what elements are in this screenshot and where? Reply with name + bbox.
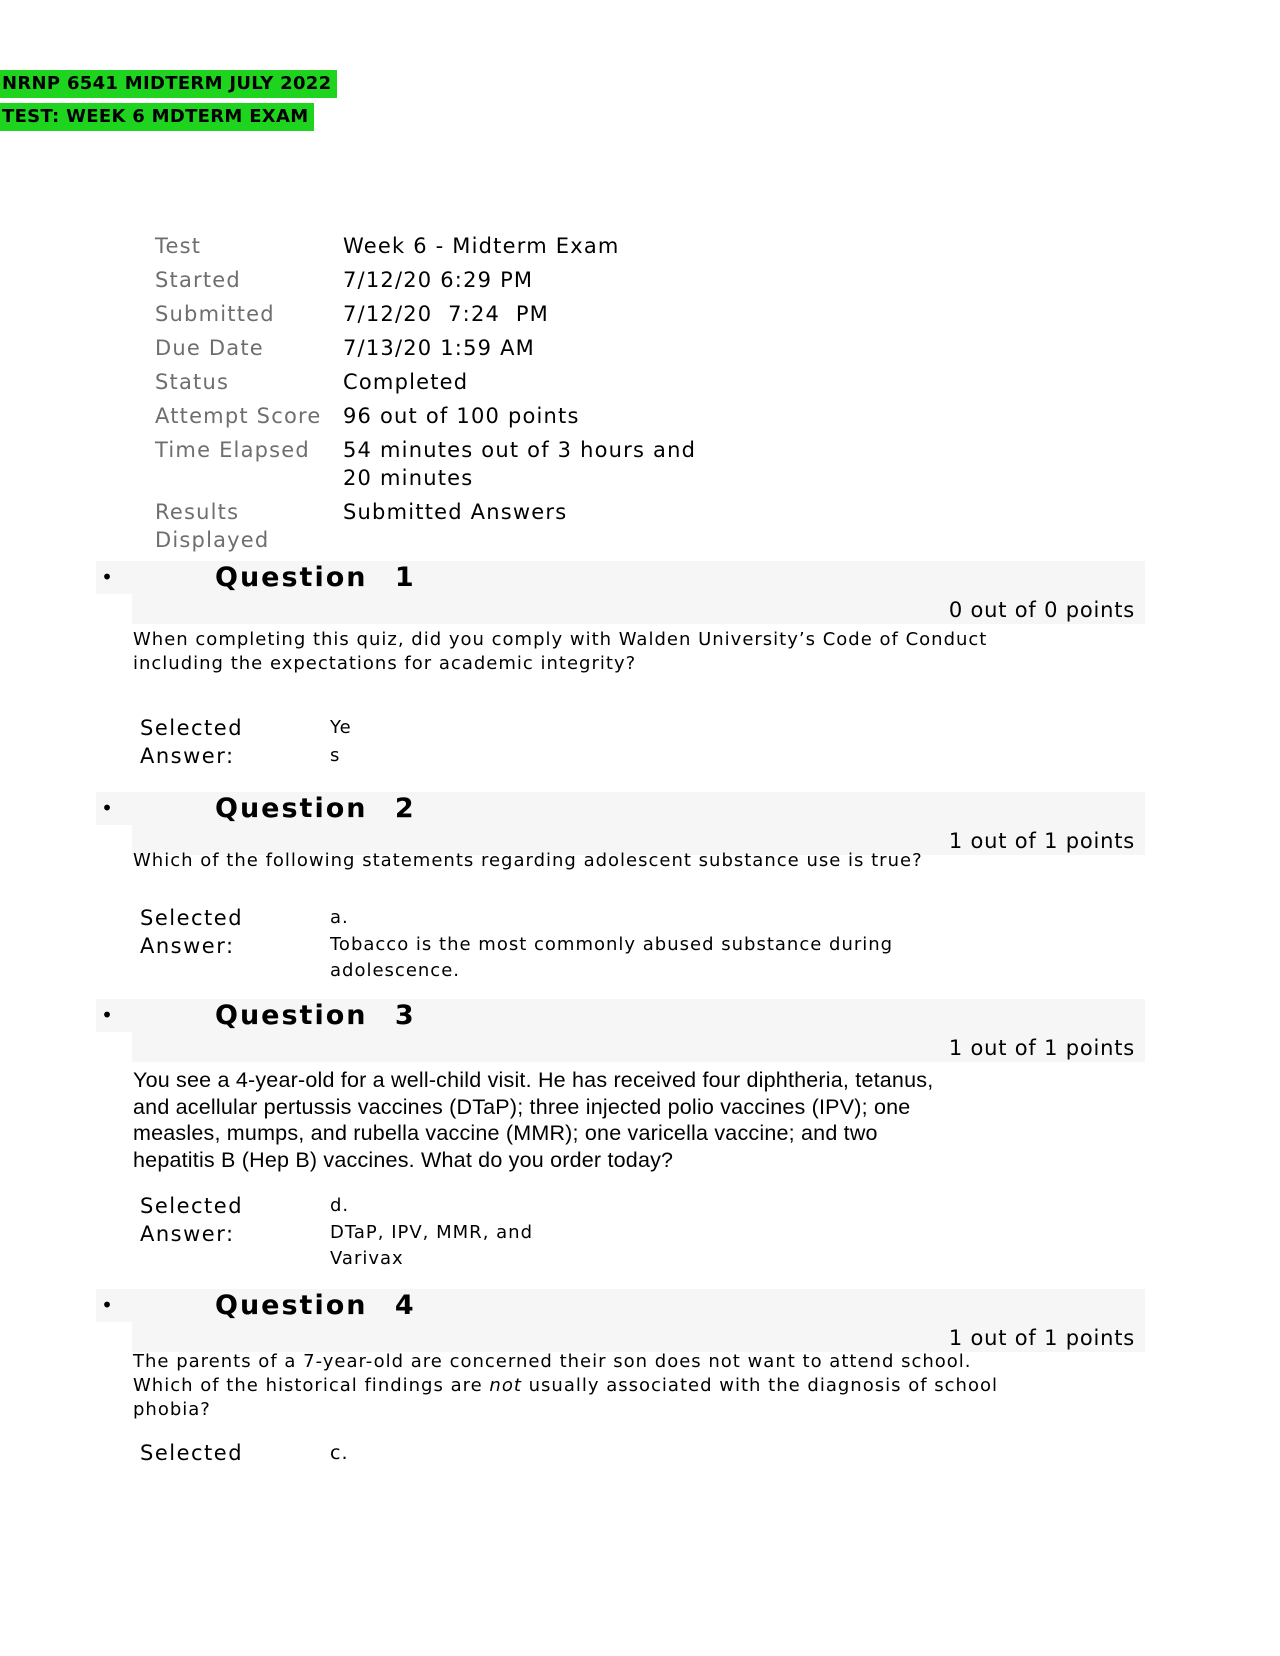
answer-letter: c. — [330, 1442, 349, 1464]
answer-text: Yes — [330, 717, 352, 766]
meta-value: Submitted Answers — [343, 500, 568, 524]
header-line-2: TEST: WEEK 6 MDTERM EXAM — [0, 103, 314, 131]
meta-value: 54 minutes out of 3 hours and 20 minutes — [343, 438, 705, 490]
question-text-line: including the expectations for academic integrity? — [133, 653, 637, 674]
answer-letter: a. — [330, 907, 349, 928]
meta-row-submitted — [155, 300, 795, 328]
answer-line: Tobacco is the most commonly abused substance during — [330, 934, 894, 955]
points-band — [132, 594, 1145, 624]
question-title-band — [96, 1289, 1145, 1322]
question-text-line: and acellular pertussis vaccines (DTaP); three injected polio vaccines (IPV); one — [133, 1094, 911, 1119]
selected-answer-row — [140, 904, 893, 984]
meta-row-results-displayed — [155, 498, 795, 554]
answer-text — [330, 904, 893, 984]
question-text-line: When completing this quiz, did you comply with Walden University’s Code of Conduct — [133, 629, 988, 650]
meta-label: Time Elapsed — [155, 438, 310, 462]
answer-text — [330, 1439, 349, 1467]
meta-label: Submitted — [155, 302, 275, 326]
meta-label: Status — [155, 370, 230, 394]
selected-answer-row — [140, 714, 354, 770]
list-bullet-icon: • — [101, 1003, 113, 1027]
meta-value: Week 6 - Midterm Exam — [343, 234, 620, 258]
selected-answer-row — [140, 1192, 533, 1272]
question-text-line: You see a 4-year-old for a well-child visit. He has received four diphtheria, tetanus, — [133, 1068, 934, 1092]
header-line-1: NRNP 6541 MIDTERM JULY 2022 — [0, 70, 337, 98]
points-text: 0 out of 0 points — [948, 598, 1135, 622]
question-text-line: Which of the following statements regarding adolescent substance use is true? — [133, 850, 923, 871]
question-title: Question 4 — [215, 1290, 416, 1321]
question-text — [133, 628, 1093, 676]
points-band — [132, 1322, 1145, 1352]
points-text: 1 out of 1 points — [948, 1326, 1135, 1350]
selected-label-line: Selected — [140, 1441, 244, 1465]
points-text: 1 out of 1 points — [948, 1036, 1135, 1060]
selected-answer-label — [140, 1192, 330, 1272]
selected-label-line: Selected — [140, 716, 244, 740]
meta-row-due-date — [155, 334, 795, 362]
meta-value: 7/13/20 1:59 AM — [343, 336, 535, 360]
list-bullet-icon: • — [101, 796, 113, 820]
answer-text — [330, 1192, 533, 1272]
meta-value: 7/12/20 7:24 PM — [343, 302, 549, 326]
question-text — [133, 1350, 1093, 1422]
question-text-line: The parents of a 7-year-old are concerned their son does not want to attend school. — [133, 1351, 972, 1372]
meta-row-status — [155, 368, 795, 396]
question-text-line: hepatitis B (Hep B) vaccines. What do you order today? — [133, 1147, 674, 1172]
question-title: Question 1 — [215, 562, 416, 593]
document-header — [0, 70, 337, 136]
question-text-line: measles, mumps, and rubella vaccine (MMR); one varicella vaccine; and two — [133, 1121, 878, 1145]
selected-answer-label — [140, 1439, 330, 1467]
answer-label-line: Answer: — [140, 934, 235, 958]
meta-label: Results Displayed — [155, 500, 270, 552]
question-text-segment: Which of the historical findings are — [133, 1375, 490, 1396]
meta-label: Started — [155, 268, 241, 292]
answer-line: adolescence. — [330, 960, 460, 981]
meta-label: Attempt Score — [155, 404, 322, 428]
question-text-line — [133, 1374, 1093, 1398]
selected-label-line: Selected — [140, 1194, 244, 1218]
answer-label-line: Answer: — [140, 1222, 235, 1246]
test-metadata-table — [155, 232, 795, 560]
question-title-band — [96, 561, 1145, 594]
meta-label: Due Date — [155, 336, 264, 360]
question-text — [133, 1067, 1093, 1173]
list-bullet-icon: • — [101, 1293, 113, 1317]
selected-answer-row — [140, 1439, 349, 1467]
question-text-italic: not — [489, 1375, 522, 1396]
question-title-band — [96, 999, 1145, 1032]
meta-row-test — [155, 232, 795, 260]
meta-value: 96 out of 100 points — [343, 404, 580, 428]
list-bullet-icon: • — [101, 565, 113, 589]
meta-row-started — [155, 266, 795, 294]
answer-letter: d. — [330, 1195, 350, 1216]
meta-value: Completed — [343, 370, 469, 394]
question-text-line: phobia? — [133, 1399, 211, 1420]
question-text — [133, 849, 1093, 873]
question-title: Question 3 — [215, 1000, 416, 1031]
meta-value: 7/12/20 6:29 PM — [343, 268, 534, 292]
answer-line: DTaP, IPV, MMR, and — [330, 1222, 533, 1243]
selected-answer-label — [140, 904, 330, 984]
meta-label: Test — [155, 234, 202, 258]
question-title-band — [96, 792, 1145, 825]
question-text-segment: usually associated with the diagnosis of school — [521, 1375, 998, 1396]
selected-answer-label — [140, 714, 330, 770]
selected-label-line: Selected — [140, 906, 244, 930]
question-title: Question 2 — [215, 793, 416, 824]
meta-row-attempt-score — [155, 402, 795, 430]
points-text: 1 out of 1 points — [948, 829, 1135, 853]
answer-line: Varivax — [330, 1248, 404, 1269]
answer-label-line: Answer: — [140, 744, 235, 768]
meta-row-time-elapsed — [155, 436, 795, 492]
points-band — [132, 1032, 1145, 1062]
